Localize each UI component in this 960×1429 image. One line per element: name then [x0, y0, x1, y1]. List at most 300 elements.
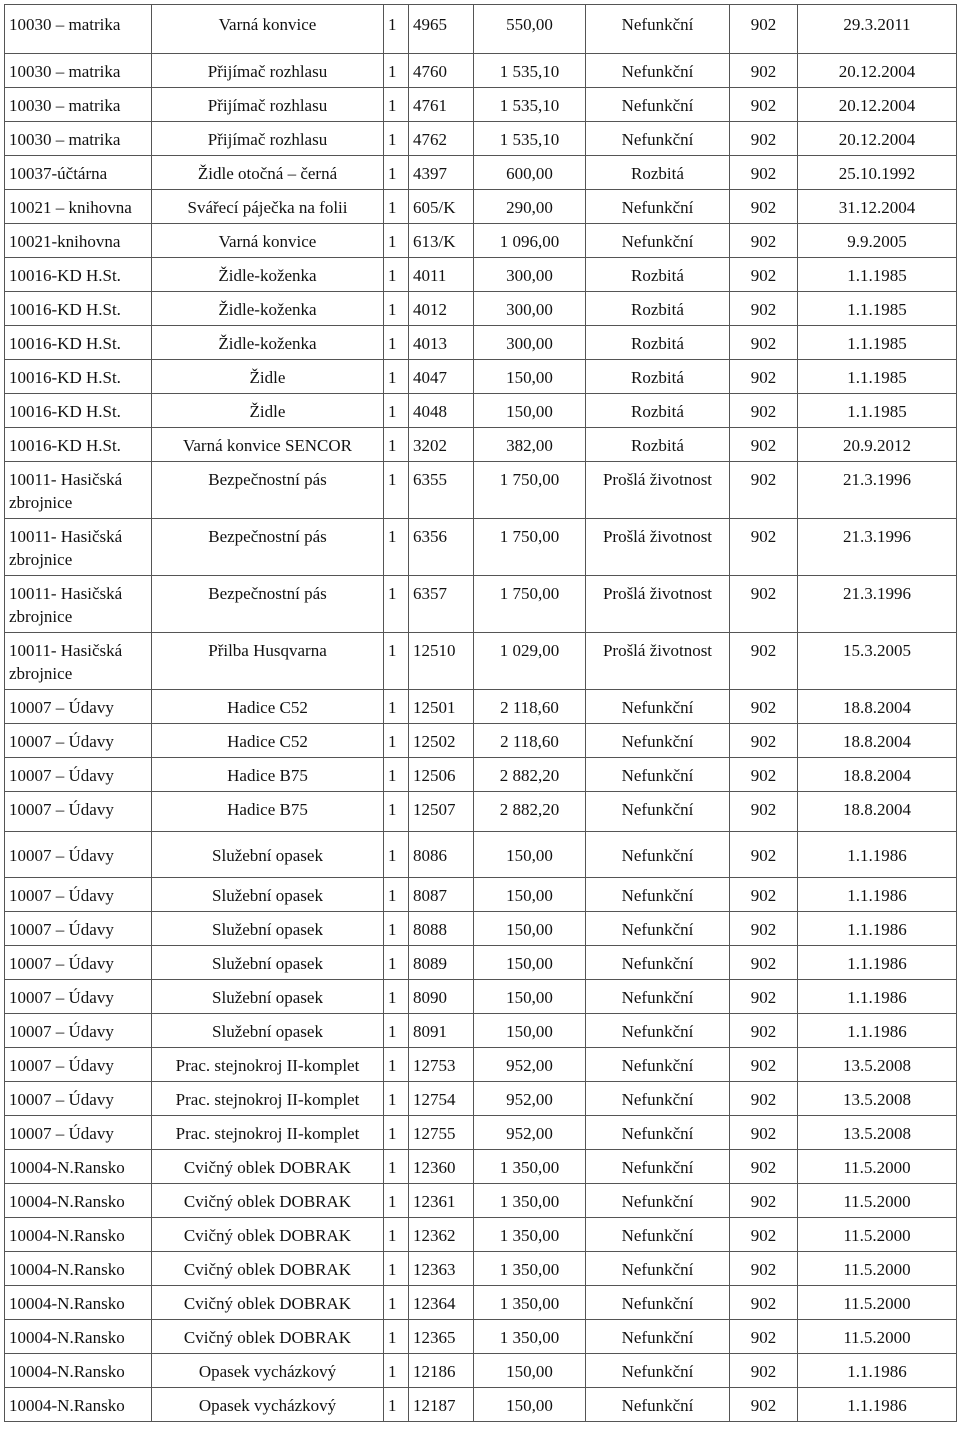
date-cell: 21.3.1996 — [798, 576, 957, 633]
date-cell: 21.3.1996 — [798, 462, 957, 519]
date-cell: 13.5.2008 — [798, 1048, 957, 1082]
quantity-cell: 1 — [384, 576, 409, 633]
code-cell: 902 — [730, 258, 798, 292]
item-name-cell: Cvičný oblek DOBRAK — [152, 1218, 384, 1252]
date-cell: 1.1.1986 — [798, 946, 957, 980]
status-cell: Nefunkční — [586, 1116, 730, 1150]
item-name-cell: Židle — [152, 360, 384, 394]
department-cell: 10007 – Údavy — [5, 878, 152, 912]
department-cell: 10007 – Údavy — [5, 724, 152, 758]
date-cell: 31.12.2004 — [798, 190, 957, 224]
table-row — [5, 190, 957, 224]
table-row — [5, 292, 957, 326]
code-cell: 902 — [730, 156, 798, 190]
department-cell: 10021 – knihovna — [5, 190, 152, 224]
quantity-cell: 1 — [384, 1116, 409, 1150]
date-cell: 1.1.1986 — [798, 1014, 957, 1048]
table-row — [5, 258, 957, 292]
quantity-cell: 1 — [384, 980, 409, 1014]
inventory-number-cell: 12363 — [409, 1252, 474, 1286]
price-cell: 2 882,20 — [474, 792, 586, 832]
status-cell: Prošlá životnost — [586, 462, 730, 519]
price-cell: 1 350,00 — [474, 1252, 586, 1286]
status-cell: Prošlá životnost — [586, 576, 730, 633]
quantity-cell: 1 — [384, 258, 409, 292]
inventory-number-cell: 12507 — [409, 792, 474, 832]
inventory-number-cell: 12187 — [409, 1388, 474, 1422]
code-cell: 902 — [730, 690, 798, 724]
table-row — [5, 1252, 957, 1286]
inventory-number-cell: 4965 — [409, 5, 474, 54]
code-cell: 902 — [730, 1252, 798, 1286]
price-cell: 1 350,00 — [474, 1184, 586, 1218]
inventory-number-cell: 3202 — [409, 428, 474, 462]
code-cell: 902 — [730, 394, 798, 428]
item-name-cell: Opasek vycházkový — [152, 1354, 384, 1388]
price-cell: 952,00 — [474, 1048, 586, 1082]
department-cell: 10016-KD H.St. — [5, 394, 152, 428]
item-name-cell: Služební opasek — [152, 980, 384, 1014]
table-row — [5, 576, 957, 633]
date-cell: 1.1.1985 — [798, 292, 957, 326]
inventory-number-cell: 12754 — [409, 1082, 474, 1116]
table-row — [5, 1082, 957, 1116]
quantity-cell: 1 — [384, 1184, 409, 1218]
price-cell: 952,00 — [474, 1082, 586, 1116]
table-row — [5, 1218, 957, 1252]
item-name-cell: Přijímač rozhlasu — [152, 88, 384, 122]
price-cell: 1 350,00 — [474, 1320, 586, 1354]
table-row — [5, 1116, 957, 1150]
inventory-number-cell: 12364 — [409, 1286, 474, 1320]
status-cell: Nefunkční — [586, 1286, 730, 1320]
date-cell: 29.3.2011 — [798, 5, 957, 54]
status-cell: Nefunkční — [586, 1184, 730, 1218]
department-cell: 10021-knihovna — [5, 224, 152, 258]
status-cell: Nefunkční — [586, 224, 730, 258]
quantity-cell: 1 — [384, 1014, 409, 1048]
item-name-cell: Přijímač rozhlasu — [152, 54, 384, 88]
code-cell: 902 — [730, 326, 798, 360]
inventory-number-cell: 6355 — [409, 462, 474, 519]
status-cell: Nefunkční — [586, 690, 730, 724]
item-name-cell: Židle-koženka — [152, 258, 384, 292]
status-cell: Nefunkční — [586, 832, 730, 878]
item-name-cell: Prac. stejnokroj II-komplet — [152, 1082, 384, 1116]
code-cell: 902 — [730, 360, 798, 394]
code-cell: 902 — [730, 428, 798, 462]
code-cell: 902 — [730, 1320, 798, 1354]
quantity-cell: 1 — [384, 394, 409, 428]
status-cell: Prošlá životnost — [586, 519, 730, 576]
date-cell: 20.12.2004 — [798, 122, 957, 156]
code-cell: 902 — [730, 88, 798, 122]
inventory-number-cell: 12755 — [409, 1116, 474, 1150]
quantity-cell: 1 — [384, 5, 409, 54]
table-row — [5, 980, 957, 1014]
price-cell: 150,00 — [474, 946, 586, 980]
status-cell: Rozbitá — [586, 394, 730, 428]
code-cell: 902 — [730, 122, 798, 156]
code-cell: 902 — [730, 1388, 798, 1422]
table-row — [5, 1150, 957, 1184]
table-row — [5, 5, 957, 54]
table-row — [5, 156, 957, 190]
item-name-cell: Prac. stejnokroj II-komplet — [152, 1116, 384, 1150]
department-cell: 10016-KD H.St. — [5, 326, 152, 360]
inventory-number-cell: 4047 — [409, 360, 474, 394]
quantity-cell: 1 — [384, 1048, 409, 1082]
price-cell: 150,00 — [474, 1388, 586, 1422]
item-name-cell: Opasek vycházkový — [152, 1388, 384, 1422]
department-cell: 10011- Hasičská zbrojnice — [5, 633, 152, 690]
department-cell: 10007 – Údavy — [5, 1082, 152, 1116]
date-cell: 1.1.1985 — [798, 326, 957, 360]
price-cell: 150,00 — [474, 878, 586, 912]
status-cell: Nefunkční — [586, 1218, 730, 1252]
status-cell: Nefunkční — [586, 190, 730, 224]
table-row — [5, 792, 957, 832]
table-row — [5, 54, 957, 88]
price-cell: 1 350,00 — [474, 1218, 586, 1252]
item-name-cell: Cvičný oblek DOBRAK — [152, 1150, 384, 1184]
date-cell: 11.5.2000 — [798, 1252, 957, 1286]
code-cell: 902 — [730, 576, 798, 633]
inventory-number-cell: 12502 — [409, 724, 474, 758]
code-cell: 902 — [730, 1218, 798, 1252]
code-cell: 902 — [730, 980, 798, 1014]
department-cell: 10004-N.Ransko — [5, 1354, 152, 1388]
quantity-cell: 1 — [384, 519, 409, 576]
quantity-cell: 1 — [384, 1082, 409, 1116]
price-cell: 300,00 — [474, 258, 586, 292]
quantity-cell: 1 — [384, 156, 409, 190]
department-cell: 10004-N.Ransko — [5, 1286, 152, 1320]
date-cell: 1.1.1986 — [798, 878, 957, 912]
table-row — [5, 758, 957, 792]
quantity-cell: 1 — [384, 292, 409, 326]
table-row — [5, 1286, 957, 1320]
status-cell: Nefunkční — [586, 54, 730, 88]
inventory-number-cell: 12362 — [409, 1218, 474, 1252]
inventory-number-cell: 8086 — [409, 832, 474, 878]
date-cell: 13.5.2008 — [798, 1082, 957, 1116]
inventory-number-cell: 4761 — [409, 88, 474, 122]
table-row — [5, 878, 957, 912]
price-cell: 2 118,60 — [474, 690, 586, 724]
code-cell: 902 — [730, 1150, 798, 1184]
status-cell: Nefunkční — [586, 5, 730, 54]
date-cell: 11.5.2000 — [798, 1218, 957, 1252]
table-row — [5, 462, 957, 519]
price-cell: 300,00 — [474, 326, 586, 360]
code-cell: 902 — [730, 1354, 798, 1388]
code-cell: 902 — [730, 462, 798, 519]
item-name-cell: Židle otočná – černá — [152, 156, 384, 190]
item-name-cell: Cvičný oblek DOBRAK — [152, 1320, 384, 1354]
code-cell: 902 — [730, 519, 798, 576]
department-cell: 10004-N.Ransko — [5, 1252, 152, 1286]
date-cell: 11.5.2000 — [798, 1184, 957, 1218]
date-cell: 9.9.2005 — [798, 224, 957, 258]
inventory-number-cell: 613/K — [409, 224, 474, 258]
status-cell: Nefunkční — [586, 792, 730, 832]
date-cell: 18.8.2004 — [798, 724, 957, 758]
quantity-cell: 1 — [384, 633, 409, 690]
quantity-cell: 1 — [384, 878, 409, 912]
department-cell: 10007 – Údavy — [5, 832, 152, 878]
status-cell: Rozbitá — [586, 326, 730, 360]
date-cell: 1.1.1986 — [798, 912, 957, 946]
quantity-cell: 1 — [384, 88, 409, 122]
table-row — [5, 428, 957, 462]
table-row — [5, 88, 957, 122]
price-cell: 1 096,00 — [474, 224, 586, 258]
price-cell: 150,00 — [474, 832, 586, 878]
inventory-number-cell: 4013 — [409, 326, 474, 360]
code-cell: 902 — [730, 946, 798, 980]
date-cell: 25.10.1992 — [798, 156, 957, 190]
item-name-cell: Služební opasek — [152, 832, 384, 878]
inventory-number-cell: 12501 — [409, 690, 474, 724]
item-name-cell: Židle — [152, 394, 384, 428]
status-cell: Nefunkční — [586, 1252, 730, 1286]
department-cell: 10030 – matrika — [5, 5, 152, 54]
item-name-cell: Židle-koženka — [152, 326, 384, 360]
item-name-cell: Hadice C52 — [152, 690, 384, 724]
date-cell: 11.5.2000 — [798, 1320, 957, 1354]
department-cell: 10011- Hasičská zbrojnice — [5, 519, 152, 576]
inventory-number-cell: 12510 — [409, 633, 474, 690]
quantity-cell: 1 — [384, 690, 409, 724]
department-cell: 10007 – Údavy — [5, 1014, 152, 1048]
date-cell: 15.3.2005 — [798, 633, 957, 690]
quantity-cell: 1 — [384, 190, 409, 224]
table-row — [5, 1388, 957, 1422]
department-cell: 10011- Hasičská zbrojnice — [5, 576, 152, 633]
table-row — [5, 1184, 957, 1218]
quantity-cell: 1 — [384, 758, 409, 792]
price-cell: 150,00 — [474, 912, 586, 946]
status-cell: Nefunkční — [586, 912, 730, 946]
department-cell: 10004-N.Ransko — [5, 1388, 152, 1422]
code-cell: 902 — [730, 758, 798, 792]
quantity-cell: 1 — [384, 122, 409, 156]
price-cell: 150,00 — [474, 1014, 586, 1048]
item-name-cell: Přilba Husqvarna — [152, 633, 384, 690]
table-row — [5, 122, 957, 156]
department-cell: 10037-účtárna — [5, 156, 152, 190]
date-cell: 18.8.2004 — [798, 690, 957, 724]
status-cell: Nefunkční — [586, 1082, 730, 1116]
price-cell: 290,00 — [474, 190, 586, 224]
department-cell: 10007 – Údavy — [5, 792, 152, 832]
quantity-cell: 1 — [384, 946, 409, 980]
item-name-cell: Hadice C52 — [152, 724, 384, 758]
inventory-number-cell: 4012 — [409, 292, 474, 326]
item-name-cell: Židle-koženka — [152, 292, 384, 326]
code-cell: 902 — [730, 224, 798, 258]
date-cell: 1.1.1986 — [798, 1388, 957, 1422]
price-cell: 1 535,10 — [474, 54, 586, 88]
price-cell: 1 029,00 — [474, 633, 586, 690]
department-cell: 10016-KD H.St. — [5, 428, 152, 462]
table-row — [5, 690, 957, 724]
status-cell: Nefunkční — [586, 122, 730, 156]
date-cell: 21.3.1996 — [798, 519, 957, 576]
item-name-cell: Varná konvice — [152, 224, 384, 258]
quantity-cell: 1 — [384, 1320, 409, 1354]
item-name-cell: Hadice B75 — [152, 792, 384, 832]
status-cell: Nefunkční — [586, 1388, 730, 1422]
status-cell: Prošlá životnost — [586, 633, 730, 690]
date-cell: 1.1.1986 — [798, 980, 957, 1014]
status-cell: Nefunkční — [586, 1354, 730, 1388]
department-cell: 10007 – Údavy — [5, 946, 152, 980]
quantity-cell: 1 — [384, 912, 409, 946]
code-cell: 902 — [730, 292, 798, 326]
inventory-number-cell: 4762 — [409, 122, 474, 156]
department-cell: 10007 – Údavy — [5, 980, 152, 1014]
date-cell: 18.8.2004 — [798, 792, 957, 832]
status-cell: Nefunkční — [586, 88, 730, 122]
department-cell: 10030 – matrika — [5, 88, 152, 122]
table-row — [5, 1354, 957, 1388]
department-cell: 10004-N.Ransko — [5, 1218, 152, 1252]
item-name-cell: Služební opasek — [152, 912, 384, 946]
code-cell: 902 — [730, 724, 798, 758]
department-cell: 10004-N.Ransko — [5, 1150, 152, 1184]
department-cell: 10030 – matrika — [5, 122, 152, 156]
status-cell: Nefunkční — [586, 758, 730, 792]
inventory-number-cell: 12360 — [409, 1150, 474, 1184]
price-cell: 550,00 — [474, 5, 586, 54]
item-name-cell: Služební opasek — [152, 1014, 384, 1048]
department-cell: 10004-N.Ransko — [5, 1320, 152, 1354]
table-row — [5, 326, 957, 360]
department-cell: 10011- Hasičská zbrojnice — [5, 462, 152, 519]
status-cell: Nefunkční — [586, 1320, 730, 1354]
table-row — [5, 360, 957, 394]
table-row — [5, 1014, 957, 1048]
inventory-table-body — [5, 5, 957, 1422]
table-row — [5, 832, 957, 878]
table-row — [5, 724, 957, 758]
status-cell: Rozbitá — [586, 258, 730, 292]
quantity-cell: 1 — [384, 360, 409, 394]
item-name-cell: Prac. stejnokroj II-komplet — [152, 1048, 384, 1082]
inventory-number-cell: 605/K — [409, 190, 474, 224]
item-name-cell: Přijímač rozhlasu — [152, 122, 384, 156]
price-cell: 382,00 — [474, 428, 586, 462]
table-row — [5, 224, 957, 258]
quantity-cell: 1 — [384, 792, 409, 832]
quantity-cell: 1 — [384, 832, 409, 878]
inventory-number-cell: 8087 — [409, 878, 474, 912]
code-cell: 902 — [730, 1286, 798, 1320]
quantity-cell: 1 — [384, 1252, 409, 1286]
table-row — [5, 519, 957, 576]
department-cell: 10007 – Údavy — [5, 690, 152, 724]
table-row — [5, 633, 957, 690]
item-name-cell: Bezpečnostní pás — [152, 576, 384, 633]
inventory-number-cell: 8088 — [409, 912, 474, 946]
quantity-cell: 1 — [384, 724, 409, 758]
price-cell: 600,00 — [474, 156, 586, 190]
item-name-cell: Svářecí páječka na folii — [152, 190, 384, 224]
code-cell: 902 — [730, 1116, 798, 1150]
status-cell: Rozbitá — [586, 360, 730, 394]
date-cell: 20.12.2004 — [798, 54, 957, 88]
inventory-number-cell: 8091 — [409, 1014, 474, 1048]
quantity-cell: 1 — [384, 462, 409, 519]
quantity-cell: 1 — [384, 54, 409, 88]
department-cell: 10016-KD H.St. — [5, 258, 152, 292]
quantity-cell: 1 — [384, 1388, 409, 1422]
item-name-cell: Cvičný oblek DOBRAK — [152, 1286, 384, 1320]
inventory-number-cell: 8090 — [409, 980, 474, 1014]
price-cell: 1 750,00 — [474, 576, 586, 633]
price-cell: 1 535,10 — [474, 88, 586, 122]
item-name-cell: Cvičný oblek DOBRAK — [152, 1252, 384, 1286]
code-cell: 902 — [730, 792, 798, 832]
price-cell: 150,00 — [474, 980, 586, 1014]
date-cell: 1.1.1986 — [798, 1354, 957, 1388]
price-cell: 1 350,00 — [474, 1150, 586, 1184]
department-cell: 10007 – Údavy — [5, 1116, 152, 1150]
price-cell: 2 882,20 — [474, 758, 586, 792]
price-cell: 150,00 — [474, 360, 586, 394]
table-row — [5, 394, 957, 428]
status-cell: Nefunkční — [586, 878, 730, 912]
price-cell: 952,00 — [474, 1116, 586, 1150]
department-cell: 10004-N.Ransko — [5, 1184, 152, 1218]
status-cell: Rozbitá — [586, 156, 730, 190]
inventory-number-cell: 12753 — [409, 1048, 474, 1082]
quantity-cell: 1 — [384, 1150, 409, 1184]
code-cell: 902 — [730, 54, 798, 88]
item-name-cell: Bezpečnostní pás — [152, 519, 384, 576]
quantity-cell: 1 — [384, 326, 409, 360]
price-cell: 150,00 — [474, 1354, 586, 1388]
date-cell: 18.8.2004 — [798, 758, 957, 792]
item-name-cell: Cvičný oblek DOBRAK — [152, 1184, 384, 1218]
date-cell: 20.9.2012 — [798, 428, 957, 462]
date-cell: 1.1.1985 — [798, 394, 957, 428]
table-row — [5, 912, 957, 946]
price-cell: 1 750,00 — [474, 519, 586, 576]
quantity-cell: 1 — [384, 1218, 409, 1252]
date-cell: 11.5.2000 — [798, 1150, 957, 1184]
date-cell: 20.12.2004 — [798, 88, 957, 122]
item-name-cell: Služební opasek — [152, 878, 384, 912]
inventory-number-cell: 4011 — [409, 258, 474, 292]
code-cell: 902 — [730, 1184, 798, 1218]
price-cell: 1 535,10 — [474, 122, 586, 156]
inventory-number-cell: 4760 — [409, 54, 474, 88]
code-cell: 902 — [730, 1014, 798, 1048]
inventory-number-cell: 4048 — [409, 394, 474, 428]
quantity-cell: 1 — [384, 224, 409, 258]
inventory-number-cell: 6356 — [409, 519, 474, 576]
price-cell: 150,00 — [474, 394, 586, 428]
item-name-cell: Bezpečnostní pás — [152, 462, 384, 519]
code-cell: 902 — [730, 1082, 798, 1116]
code-cell: 902 — [730, 5, 798, 54]
department-cell: 10007 – Údavy — [5, 758, 152, 792]
inventory-number-cell: 4397 — [409, 156, 474, 190]
status-cell: Nefunkční — [586, 724, 730, 758]
